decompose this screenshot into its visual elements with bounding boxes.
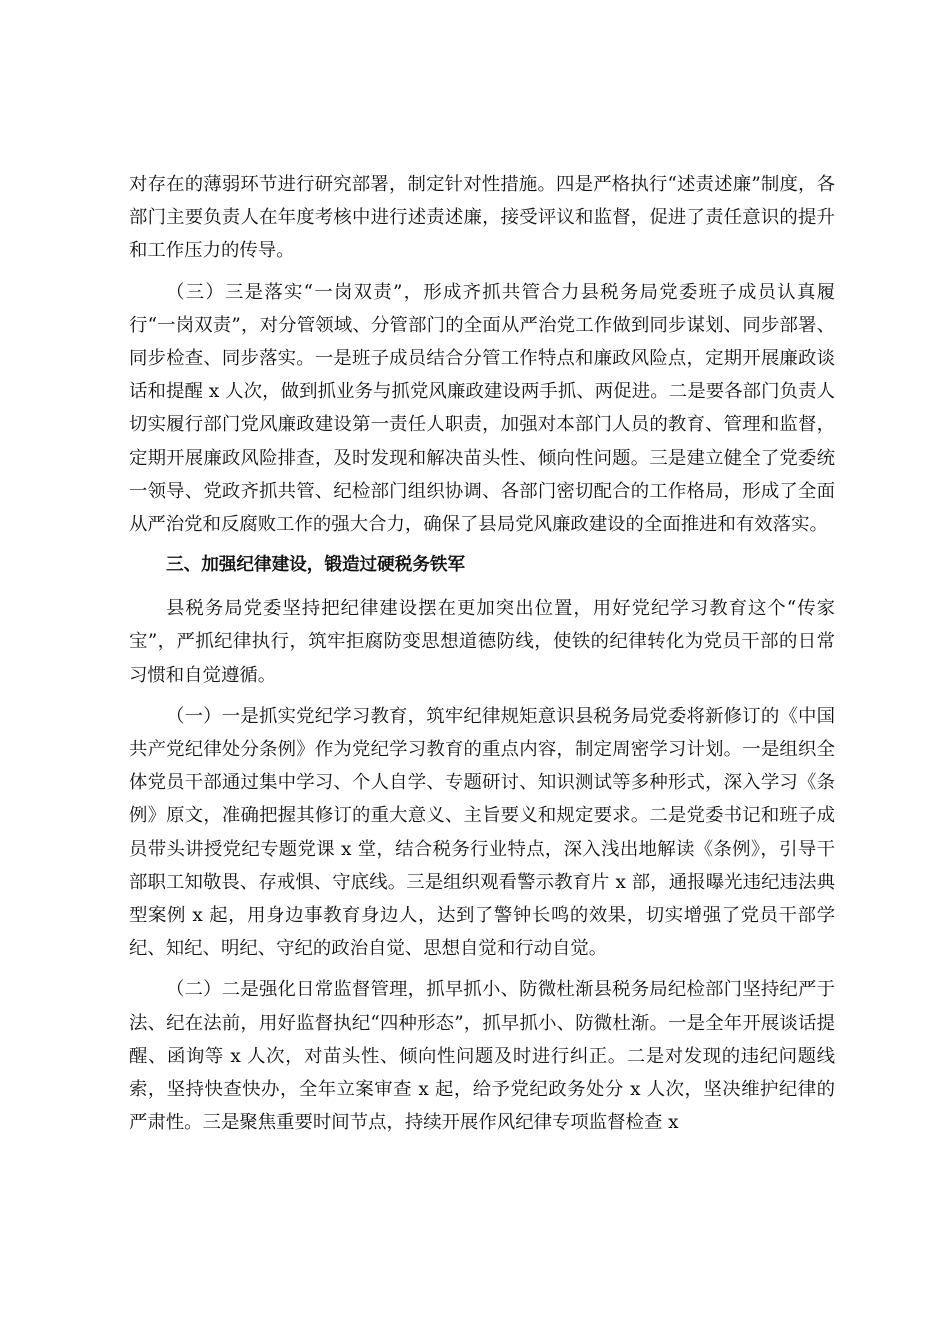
paragraph-responsibility-continued: 对存在的薄弱环节进行研究部署，制定针对性措施。四是严格执行“述责述廉”制度，各部门主要负责人在年度考核中进行述责述廉，接受评议和监督，促进了责任意识的提升和工作压力的传导。 (129, 174, 835, 262)
paragraph-one-post-two-duties: （三）三是落实“一岗双责”，形成齐抓共管合力县税务局党委班子成员认真履行“一岗双责”，对分管领域、分管部门的全面从严治党工作做到同步谋划、同步部署、同步检查、同步落实。一是班子成员结合分管工作特点和廉政风险点，定期开展廉政谈话和提醒 x 人次，做到抓业务与抓党风廉政建设两手抓、两促进。二是要各部门负责人切实履行部门党风廉政建设第一责任人职责，加强对本部门人员的教育、管理和监督，定期开展廉政风险排查，及时发现和解决苗头性、倾向性问题。三是建立健全了党委统一领导、党政齐抓共管、纪检部门组织协调、各部门密切配合的工作格局，形成了全面从严治党和反腐败工作的强大合力，确保了县局党风廉政建设的全面推进和有效落实。 (129, 281, 835, 536)
paragraph-party-discipline-education: （一）一是抓实党纪学习教育，筑牢纪律规矩意识县税务局党委将新修订的《中国共产党纪律处分条例》作为党纪学习教育的重点内容，制定周密学习计划。一是组织全体党员干部通过集中学习、个人自学、专题研讨、知识测试等多种形式，深入学习《条例》原文，准确把握其修订的重大意义、主旨要义和规定要求。二是党委书记和班子成员带头讲授党纪专题党课 x 堂，结合税务行业特点，深入浅出地解读《条例》，引导干部职工知敬畏、存戒惧、守底线。三是组织观看警示教育片 x 部，通报曝光违纪违法典型案例 x 起，用身边事教育身边人，达到了警钟长鸣的效果，切实增强了党员干部学纪、知纪、明纪、守纪的政治自觉、思想自觉和行动自觉。 (129, 705, 835, 960)
section-heading-discipline: 三、加强纪律建设，锻造过硬税务铁军 (166, 555, 466, 576)
paragraph-daily-supervision: （二）二是强化日常监督管理，抓早抓小、防微杜渐县税务局纪检部门坚持纪严于法、纪在法前，用好监督执纪“四种形态”，抓早抓小、防微杜渐。一是全年开展谈话提醒、函询等 x 人次，对苗头性、倾向性问题及时进行纠正。二是对发现的违纪问题线索，坚持快查快办，全年立案审查 x 起，给予党纪政务处分 x 人次，坚决维护纪律的严肃性。三是聚焦重要时间节点，持续开展作风纪律专项监督检查 x (129, 979, 835, 1134)
document-body (129, 168, 835, 1147)
paragraph-discipline-intro: 县税务局党委坚持把纪律建设摆在更加突出位置，用好党纪学习教育这个“传家宝”，严抓纪律执行，筑牢拒腐防变思想道德防线，使铁的纪律转化为党员干部的日常习惯和自觉遵循。 (129, 598, 835, 686)
